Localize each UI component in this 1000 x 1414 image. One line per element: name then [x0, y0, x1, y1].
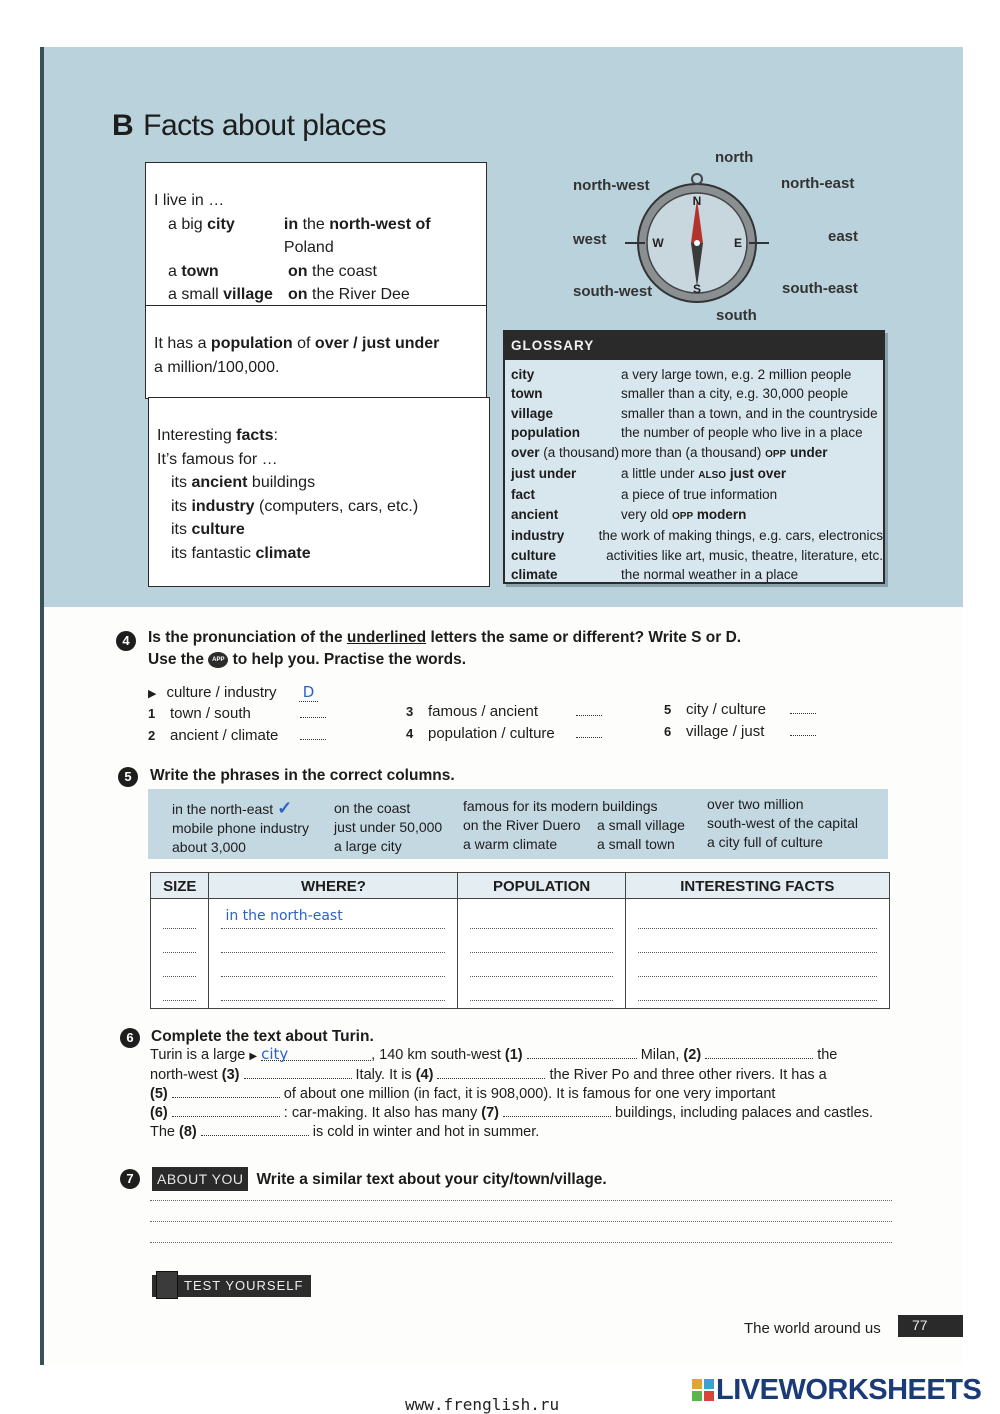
text: is cold in winter and hot in summer.: [308, 1124, 540, 1140]
glossary-term: [511, 505, 621, 526]
page-spine: [40, 47, 44, 1365]
answer-blank[interactable]: [300, 704, 326, 718]
exercise-5-instruction: Write the phrases in the correct columns.: [150, 767, 455, 784]
answer-blank[interactable]: [300, 726, 326, 740]
book-icon: [156, 1271, 178, 1299]
phrase[interactable]: famous for its modern buildings: [463, 798, 658, 814]
term-word: fact: [511, 487, 536, 503]
term-word: industry: [511, 528, 565, 544]
glossary-definition: [606, 546, 883, 565]
gap-7[interactable]: [503, 1104, 611, 1117]
writing-line[interactable]: [150, 1200, 892, 1201]
example-answer: D: [299, 683, 319, 702]
glossary-definition: [621, 505, 883, 526]
glossary-term: [511, 464, 621, 485]
definition-text: smaller than a city, e.g. 30,000 people: [621, 386, 849, 402]
facts-column: [625, 899, 889, 1009]
arrow-icon: ▶: [148, 688, 157, 700]
text: Italy. It is: [351, 1067, 416, 1083]
pop-keyword: over / just under: [314, 335, 440, 352]
glossary-entry: [505, 485, 883, 504]
pop-text: a million/100,000.: [154, 358, 280, 376]
instr-text: Is the pronunciation of the: [148, 629, 347, 646]
glossary-definition: [621, 365, 883, 384]
population-column: [458, 899, 625, 1009]
item-words: city / culture: [686, 701, 767, 718]
phrase[interactable]: a small town: [597, 836, 675, 852]
definition-tag: OPP: [672, 510, 694, 522]
label-southwest: south-west: [573, 283, 653, 300]
phrase[interactable]: over two million: [707, 796, 804, 812]
answer-line[interactable]: [470, 953, 612, 977]
exercise-4-number: 4: [116, 631, 136, 651]
row-keyword: town: [181, 262, 219, 280]
label-northeast: north-east: [781, 175, 855, 192]
row-text: the: [298, 215, 330, 233]
exercise-4-item: [148, 703, 326, 725]
definition-text: the normal weather in a place: [621, 567, 799, 583]
term-word: climate: [511, 567, 558, 583]
term-qualifier: (a thousand): [539, 444, 620, 460]
phrase[interactable]: a small village: [597, 817, 685, 833]
facts-text: its: [171, 497, 192, 515]
exercise-4-item: [664, 721, 816, 743]
section-heading: Facts about places: [143, 109, 386, 142]
label-northwest: north-west: [573, 177, 650, 194]
item-words: population / culture: [428, 725, 555, 742]
glossary-entry: [505, 505, 883, 526]
glossary-entry: [505, 565, 883, 584]
phrase[interactable]: on the River Duero: [463, 817, 581, 833]
glossary-term: [511, 365, 621, 384]
facts-text: (computers, cars, etc.): [254, 497, 419, 515]
arrow-icon: ▶: [249, 1051, 258, 1062]
answer-blank[interactable]: [576, 724, 602, 738]
row-text: the coast: [307, 262, 377, 280]
live-in-row: [154, 213, 478, 260]
item-words: town / south: [170, 705, 251, 722]
pop-keyword: population: [210, 335, 293, 352]
glossary-entry: [505, 546, 883, 565]
text: the River Po and three other rivers. It has a: [545, 1067, 827, 1083]
instr-text: letters the same or different? Write S or D.: [426, 629, 742, 646]
dial-s: S: [692, 282, 702, 296]
item-number: 2: [148, 728, 156, 743]
text: of about one million (in fact, it is 908,000). It is famous for one very important: [279, 1086, 776, 1102]
exercise-4-item: [406, 701, 602, 723]
phrase[interactable]: about 3,000: [172, 839, 246, 855]
item-number: 1: [148, 706, 156, 721]
exercise-4-item: [664, 699, 816, 721]
glossary-definition: [621, 423, 883, 442]
test-yourself-label: TEST YOURSELF: [184, 1278, 304, 1293]
answer-blank[interactable]: [790, 700, 816, 714]
glossary-term: [511, 404, 621, 423]
brand-name: LIVEWORKSHEETS: [716, 1374, 982, 1406]
item-number: 5: [664, 702, 672, 717]
col-header-where: WHERE?: [209, 873, 458, 899]
glossary-term: [511, 384, 621, 403]
answer-line[interactable]: [163, 905, 196, 929]
compass-diagram: [570, 147, 870, 332]
glossary-definition: [621, 485, 883, 504]
row-keyword: in: [283, 215, 299, 233]
label-south: south: [716, 307, 757, 324]
facts-keyword: facts: [236, 427, 274, 444]
exercise-4-item: [148, 725, 326, 747]
gap-number: (8): [179, 1124, 197, 1140]
text: the: [813, 1047, 838, 1063]
writing-line[interactable]: [150, 1221, 892, 1222]
phrase-column: [707, 795, 858, 852]
facts-keyword: culture: [191, 521, 245, 538]
definition-text: the work of making things, e.g. cars, electronics: [598, 528, 883, 544]
gap-1[interactable]: [527, 1046, 637, 1059]
glossary-definition: [621, 384, 883, 403]
gap-number: (4): [415, 1067, 434, 1083]
term-word: culture: [511, 547, 557, 563]
example-answer-line[interactable]: in the north-east: [221, 905, 445, 929]
gap-number: (5): [150, 1086, 168, 1102]
facts-keyword: climate: [255, 544, 311, 562]
text: buildings, including palaces and castles.: [611, 1105, 873, 1121]
dial-n: N: [692, 194, 702, 208]
facts-text: its fantastic: [171, 544, 256, 562]
glossary-definition: [599, 526, 883, 545]
gap-8[interactable]: [201, 1123, 309, 1136]
glossary-definition: [621, 565, 883, 584]
glossary-term: [511, 546, 606, 565]
about-you-badge: ABOUT YOU: [152, 1167, 248, 1191]
glossary-term: [511, 423, 621, 442]
text: , 140 km south-west: [371, 1047, 505, 1063]
answer-line[interactable]: [638, 905, 877, 929]
row-text: Poland: [283, 239, 334, 256]
phrase[interactable]: a large city: [334, 838, 402, 854]
glossary-entry: [505, 384, 883, 403]
instr-underlined: underlined: [346, 629, 427, 646]
chapter-title: The world around us: [744, 1320, 881, 1337]
item-number: 6: [664, 724, 672, 739]
phrase[interactable]: just under 50,000: [334, 819, 443, 835]
answer-blank[interactable]: [790, 722, 816, 736]
section-title: [112, 109, 386, 143]
definition-tagword: modern: [696, 506, 747, 522]
page-number: 77: [898, 1315, 963, 1337]
row-keyword: village: [223, 286, 273, 303]
instr-text: Use the: [148, 651, 209, 668]
answer-line[interactable]: [638, 953, 877, 977]
text: Milan,: [636, 1047, 684, 1063]
answer-line[interactable]: [163, 977, 196, 1001]
glossary-entry: [505, 464, 883, 485]
facts-text: its: [171, 521, 192, 538]
facts-text: buildings: [247, 474, 316, 491]
exercise-4-instruction: [148, 627, 868, 671]
exercise-7-number: 7: [120, 1169, 140, 1189]
phrase[interactable]: mobile phone industry: [172, 820, 309, 836]
size-column: [151, 899, 209, 1009]
glossary-term: [511, 443, 621, 464]
definition-tagword: just over: [729, 466, 787, 482]
term-word: town: [511, 386, 543, 402]
row-keyword: north-west of: [329, 215, 431, 233]
gap-number: (1): [504, 1047, 523, 1063]
phrase[interactable]: on the coast: [334, 800, 411, 816]
glossary-term: [511, 565, 621, 584]
text: : car-making. It also has many: [279, 1105, 482, 1121]
definition-text: a piece of true information: [621, 487, 778, 503]
term-word: city: [511, 367, 535, 382]
definition-text: very old: [621, 506, 673, 522]
item-number: 4: [406, 726, 414, 741]
facts-text: :: [273, 427, 278, 444]
phrase-column: [172, 799, 309, 857]
gap-number: (3): [221, 1067, 240, 1083]
facts-keyword: industry: [191, 497, 255, 515]
glossary-list: [505, 360, 883, 584]
facts-box: [148, 397, 490, 587]
glossary-entry: [505, 423, 883, 442]
row-keyword: on: [288, 286, 308, 303]
col-header-population: POPULATION: [458, 873, 625, 899]
item-words: ancient / climate: [170, 727, 279, 744]
pop-text: It has a: [154, 335, 211, 352]
text: Turin is a large: [150, 1047, 250, 1063]
phrase[interactable]: a city full of culture: [707, 834, 823, 850]
gap-3[interactable]: [244, 1066, 352, 1079]
glossary-entry: [505, 443, 883, 464]
facts-text: It’s famous for …: [157, 450, 278, 468]
row-text: the River Dee: [307, 286, 410, 303]
label-west: west: [573, 231, 607, 248]
gap-5[interactable]: [172, 1085, 280, 1098]
instr-text: Write a similar text about your city/town/village.: [256, 1171, 607, 1188]
glossary-definition: [621, 404, 883, 423]
answer-line[interactable]: [221, 977, 445, 1001]
phrase-column: [334, 799, 442, 856]
phrase[interactable]: a warm climate: [463, 836, 558, 852]
answer-line[interactable]: [163, 953, 196, 977]
col-header-size: SIZE: [151, 873, 209, 899]
answer-line[interactable]: [638, 977, 877, 1001]
population-box: [145, 305, 487, 399]
glossary-definition: [621, 443, 883, 464]
term-word: population: [511, 425, 580, 441]
label-east: east: [828, 228, 859, 245]
example-blank: city: [261, 1045, 371, 1061]
exercise-6-number: 6: [120, 1028, 140, 1048]
liveworksheets-icon: [692, 1379, 714, 1401]
glossary-entry: [505, 365, 883, 384]
glossary-entry: [505, 404, 883, 423]
definition-text: a very large town, e.g. 2 million people: [621, 367, 852, 382]
live-in-row: [154, 260, 478, 284]
dial-e: E: [733, 236, 743, 250]
text: north-west: [150, 1067, 222, 1083]
term-word: just under: [511, 466, 577, 482]
site-url: www.frenglish.ru: [405, 1395, 560, 1414]
definition-text: more than (a thousand): [621, 444, 766, 460]
facts-text: its: [171, 474, 192, 491]
glossary-heading: GLOSSARY: [505, 332, 883, 360]
live-in-box: [145, 162, 487, 306]
gap-number: (6): [150, 1105, 168, 1121]
exercise-6-instruction: Complete the text about Turin.: [151, 1028, 374, 1045]
phrase[interactable]: south-west of the capital: [707, 815, 858, 831]
definition-text: smaller than a town, and in the countryside: [621, 405, 878, 421]
item-words: village / just: [686, 723, 765, 740]
item-words: famous / ancient: [428, 703, 539, 720]
writing-line[interactable]: [150, 1242, 892, 1243]
dial-w: W: [652, 236, 664, 250]
glossary-entry: [505, 526, 883, 545]
answer-line[interactable]: [470, 929, 612, 953]
phrase-box: [148, 789, 888, 859]
term-word: village: [511, 405, 554, 421]
term-word: ancient: [511, 506, 559, 522]
live-in-intro: I live in …: [154, 192, 225, 209]
example-words: culture / industry: [166, 684, 277, 701]
instr-text: to help you. Practise the words.: [228, 651, 467, 668]
answer-line[interactable]: [638, 929, 877, 953]
section-letter: B: [112, 109, 134, 142]
col-header-facts: INTERESTING FACTS: [625, 873, 889, 899]
exercise-7-instruction: [152, 1167, 607, 1191]
exercise-5-number: 5: [118, 767, 138, 787]
item-number: 3: [406, 704, 414, 719]
gap-number: (7): [481, 1105, 499, 1121]
check-icon: ✓: [277, 798, 293, 818]
row-text: a big: [168, 215, 208, 233]
gap-6[interactable]: [172, 1104, 280, 1117]
label-southeast: south-east: [782, 280, 858, 297]
answer-line[interactable]: [163, 929, 196, 953]
where-column: [209, 899, 458, 1009]
answer-line[interactable]: [470, 905, 612, 929]
definition-text: a little under: [621, 466, 699, 482]
pop-text: of: [292, 335, 315, 352]
row-text: a small: [168, 286, 224, 303]
glossary-term: [511, 485, 621, 504]
facts-text: Interesting: [157, 427, 237, 444]
phrase-column: [597, 816, 685, 854]
gap-number: (2): [683, 1047, 702, 1063]
answer-line[interactable]: [221, 953, 445, 977]
term-word: over: [511, 444, 540, 460]
live-in-row: [154, 283, 478, 307]
definition-tag: OPP: [765, 448, 787, 460]
turin-text: [150, 1045, 910, 1142]
exercise-4-example: [148, 681, 318, 705]
gap-2[interactable]: [705, 1046, 813, 1059]
definition-tagword: under: [789, 444, 828, 460]
answer-line[interactable]: [470, 977, 612, 1001]
definition-tag: ALSO: [698, 470, 727, 482]
text: The: [150, 1124, 180, 1140]
definition-text: the number of people who live in a place: [621, 425, 863, 441]
row-keyword: city: [207, 215, 235, 233]
row-text: a: [168, 262, 182, 280]
row-keyword: on: [288, 262, 308, 280]
app-icon: APP: [208, 652, 228, 668]
phrase[interactable]: in the north-east: [172, 801, 274, 817]
test-yourself-banner[interactable]: [152, 1275, 311, 1297]
definition-text: activities like art, music, theatre, literature, etc.: [606, 547, 883, 563]
columns-table: [150, 872, 890, 1009]
liveworksheets-logo: [692, 1374, 981, 1407]
answer-blank[interactable]: [576, 702, 602, 716]
exercise-4-item: [406, 723, 602, 745]
answer-line[interactable]: [221, 929, 445, 953]
glossary-definition: [621, 464, 883, 485]
facts-keyword: ancient: [191, 474, 248, 491]
gap-4[interactable]: [437, 1066, 545, 1079]
glossary-term: [511, 526, 599, 545]
glossary-box: [503, 330, 885, 584]
workbook-page: [40, 47, 963, 1365]
label-north: north: [715, 149, 754, 166]
